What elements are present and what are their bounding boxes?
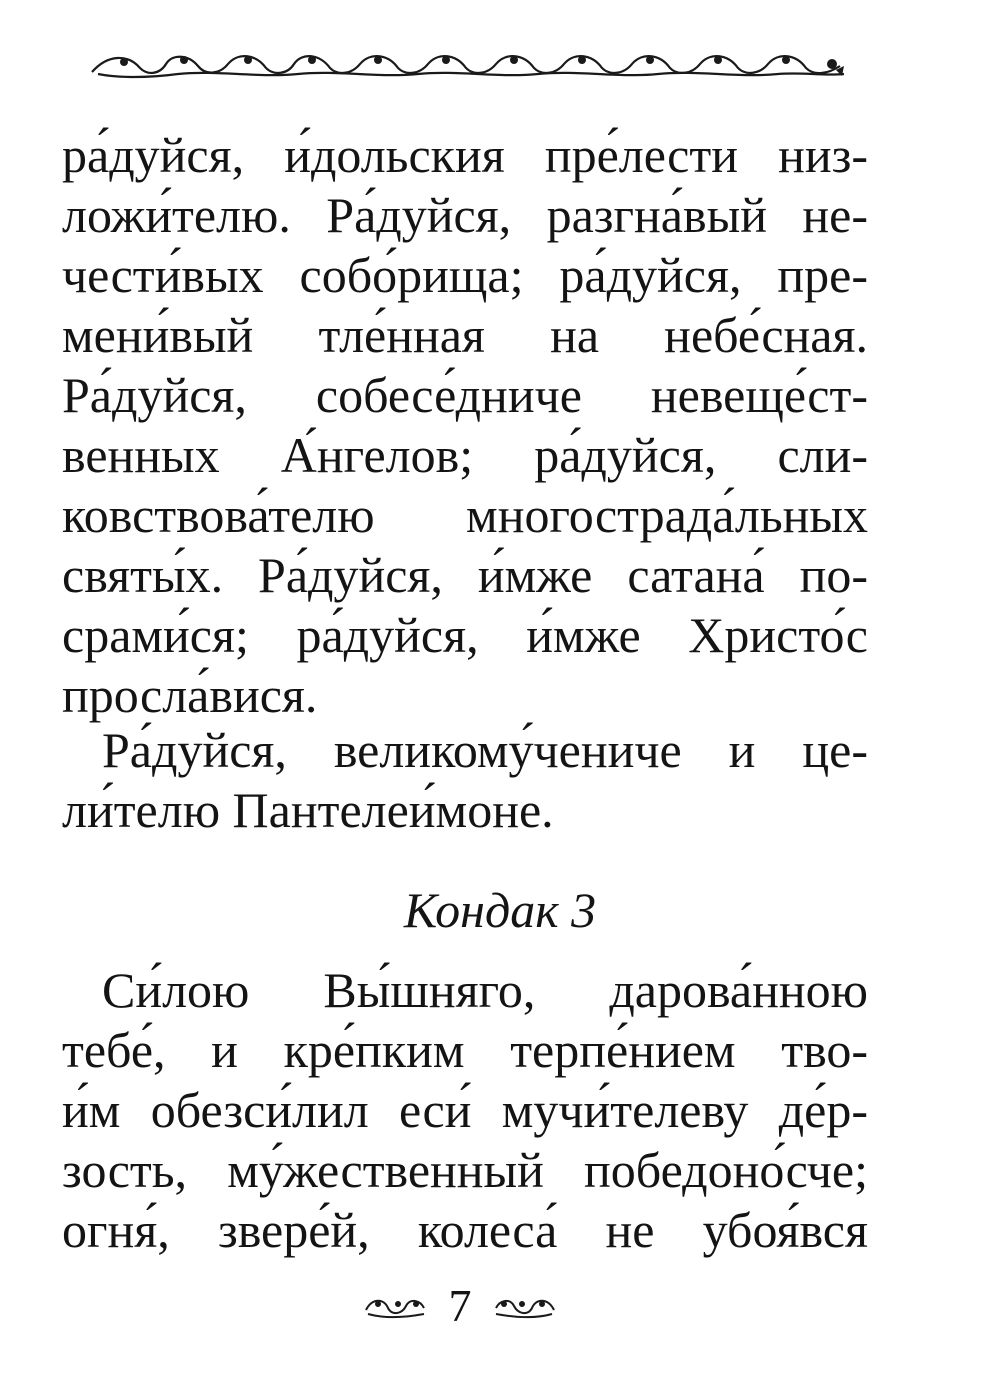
text-line: тебе́, и кре́пким терпе́нием тво-: [62, 1022, 868, 1078]
text-line: мени́вый тле́нная на небе́сная.: [62, 307, 868, 363]
text-line: огня́, звере́й, колеса́ не убоя́вся: [62, 1202, 868, 1258]
text-line: просла́вися.: [62, 667, 318, 723]
text-line: святы́х. Ра́дуйся, и́мже сатана́ по-: [62, 547, 868, 603]
text-line: зость, му́жественный победоно́сче;: [62, 1142, 868, 1198]
footer-ornament-left-icon: [362, 1292, 428, 1320]
footer-ornament-right-icon: [492, 1292, 558, 1320]
text-line: Си́лою Вы́шняго, дарова́нною: [102, 962, 868, 1018]
text-line: чести́вых собо́рища; ра́дуйся, пре-: [62, 247, 868, 303]
text-line: Ра́дуйся, великому́чениче и це-: [102, 722, 868, 778]
text-line: и́м обезси́лил еси́ мучи́телеву де́р-: [62, 1082, 868, 1138]
page-footer: [0, 1278, 1000, 1334]
text-line: Ра́дуйся, собесе́дниче невеще́ст-: [62, 367, 868, 423]
section-heading: Кондак 3: [403, 882, 597, 938]
text-line: ра́дуйся, и́дольския пре́лести низ-: [62, 127, 868, 183]
text-line: ложи́телю. Ра́дуйся, разгна́вый не-: [62, 187, 868, 243]
page-number: 7: [448, 1280, 472, 1331]
top-ornament-divider: [88, 44, 848, 84]
text-line: венных А́нгелов; ра́дуйся, сли-: [62, 427, 868, 483]
text-line: ли́телю Пантелеи́моне.: [62, 782, 554, 838]
paragraph-2: [62, 720, 868, 840]
text-line: срами́ся; ра́дуйся, и́мже Христо́с: [62, 607, 868, 663]
paragraph-3: [62, 960, 868, 1260]
text-line: ковствова́телю многострада́льных: [62, 487, 868, 543]
paragraph-1: [62, 125, 868, 725]
